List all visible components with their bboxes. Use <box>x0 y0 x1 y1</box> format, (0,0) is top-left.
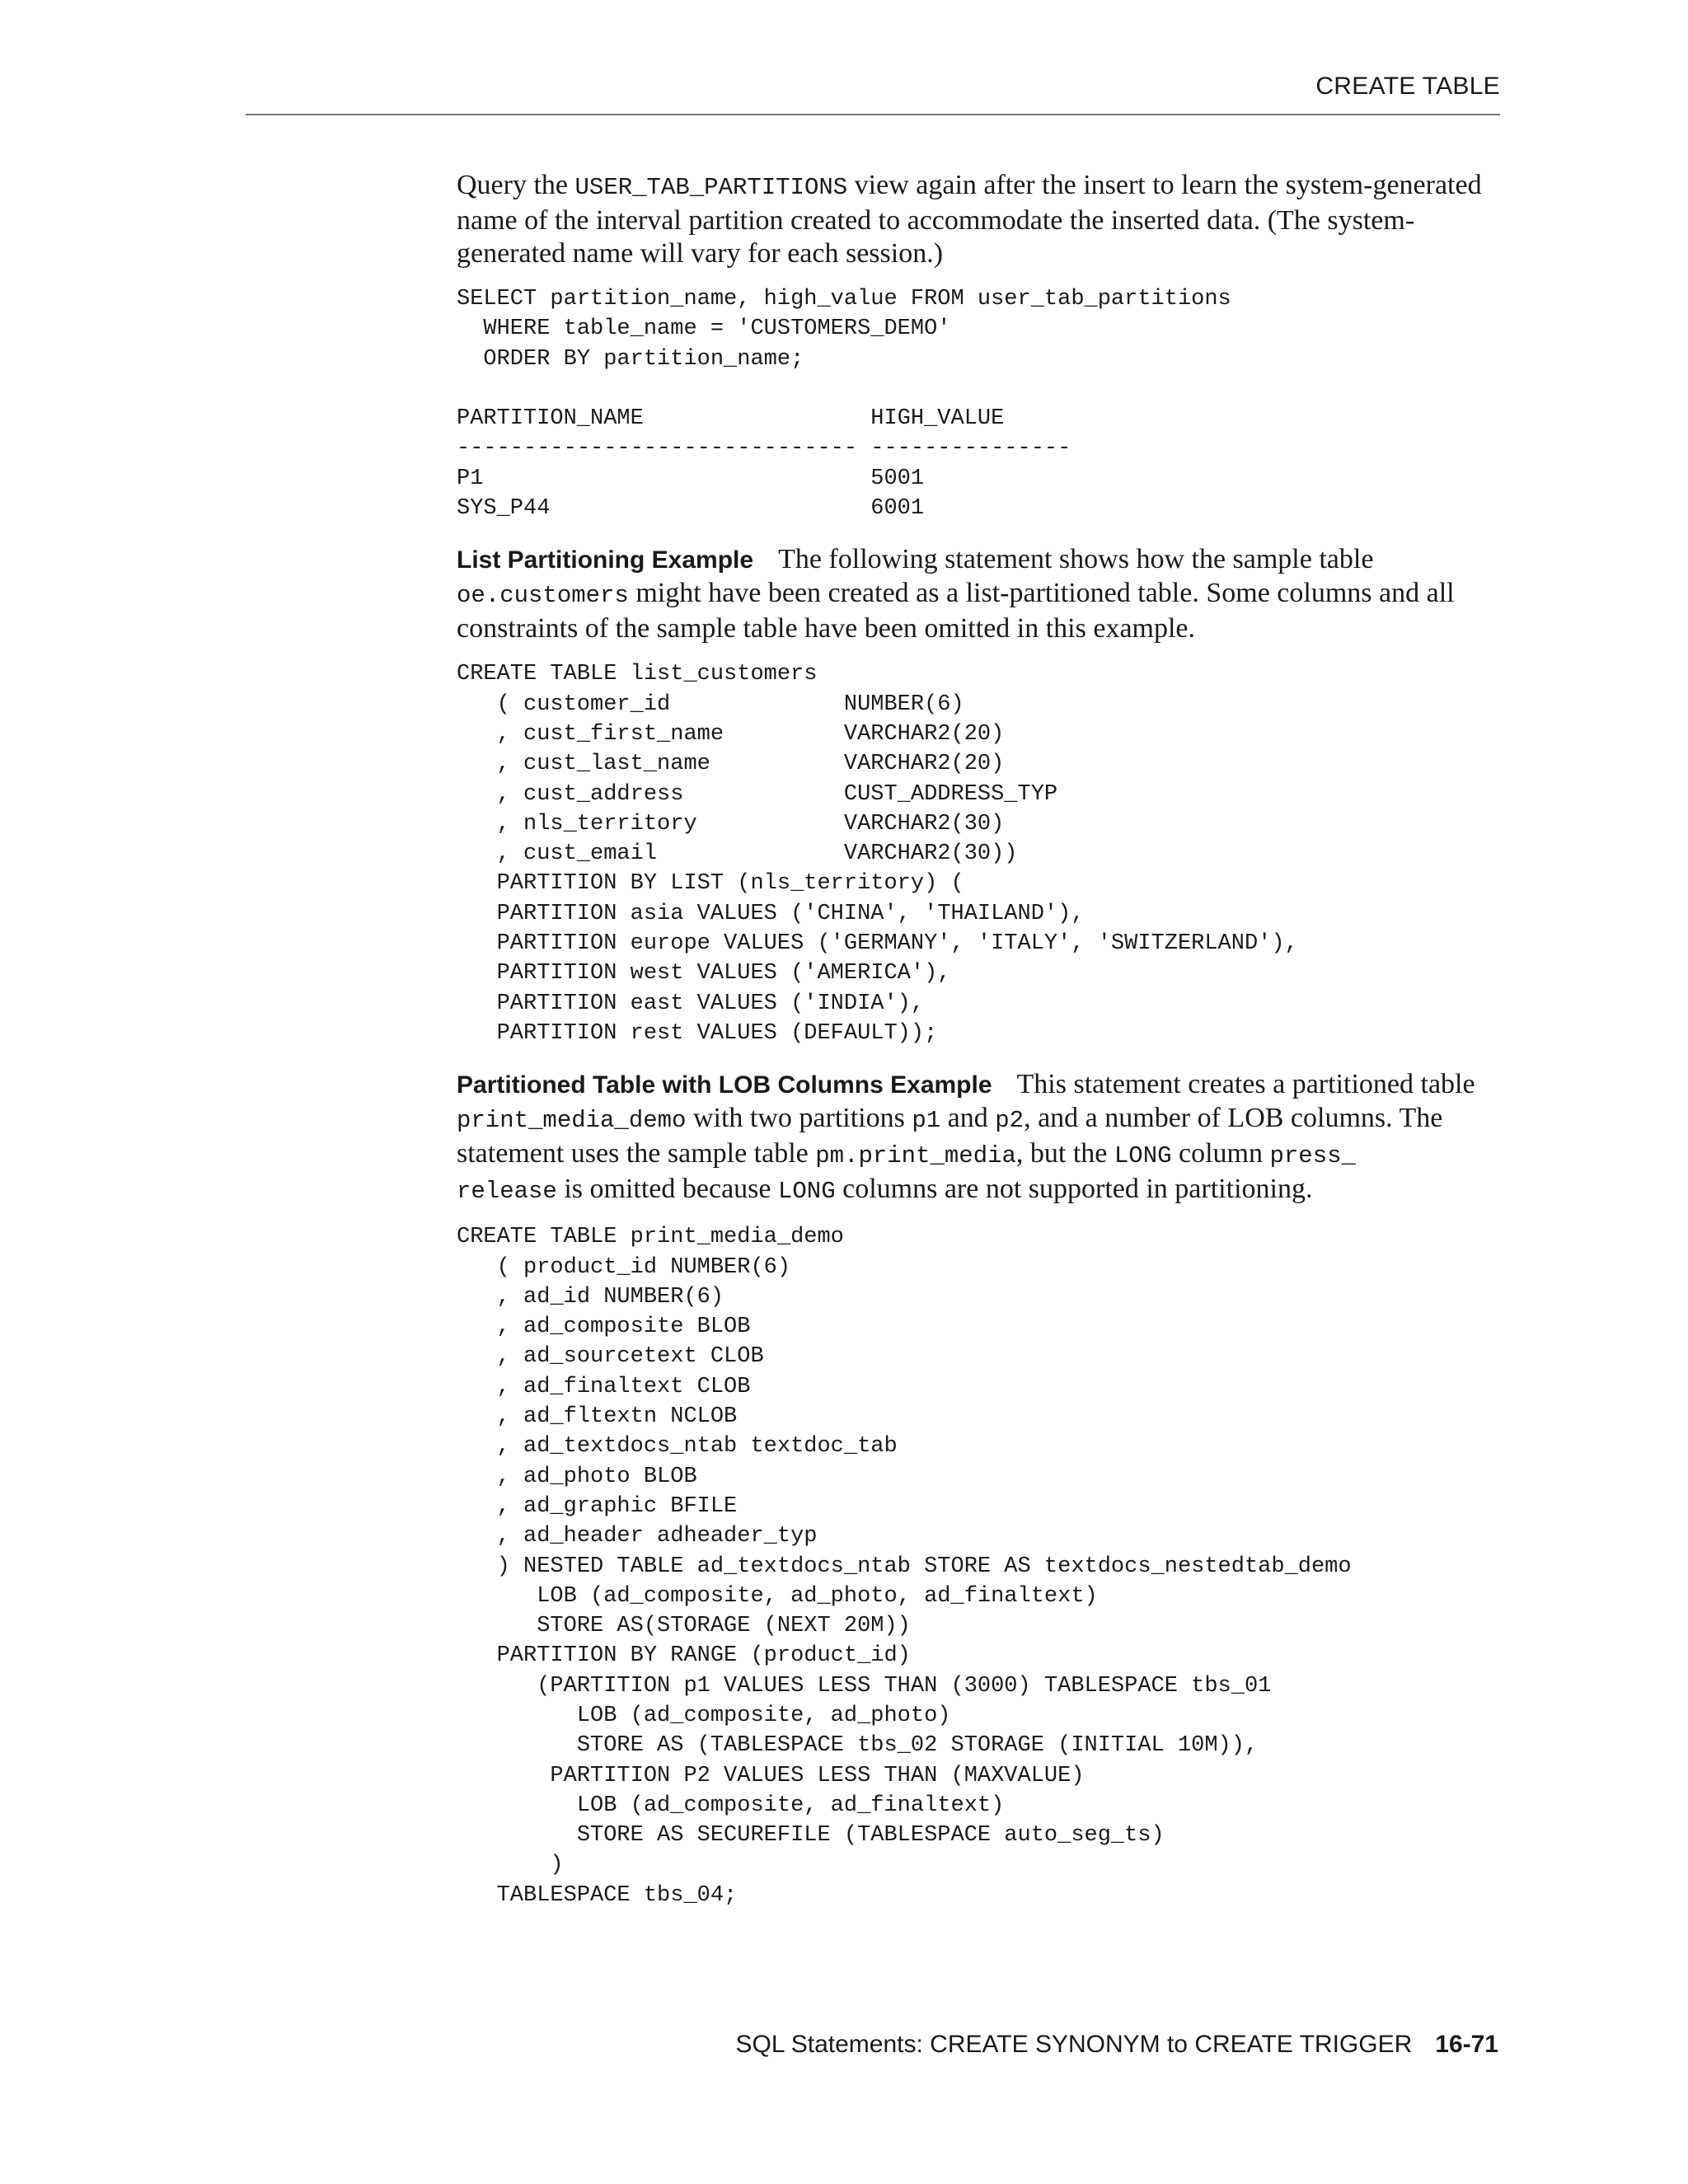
header-rule <box>246 114 1500 115</box>
lob-text-7: is omitted because <box>556 1174 778 1205</box>
running-header: CREATE TABLE <box>1315 73 1500 100</box>
lob-code-press: press_ <box>1269 1142 1356 1170</box>
lob-code-p1: p1 <box>912 1107 941 1135</box>
lob-code-sample-table: pm.print_media <box>815 1142 1016 1170</box>
code-block-list: CREATE TABLE list_customers ( customer_id NUMBER(6) , cust_first_name VARCHAR2(20) , cust_last_name VARCHAR2(20) , cust_address CUST_ADDRESS_TYP , nls_territory VARCHAR2(30) , cust_email VARCHAR2(30)) PARTITION BY LIST (nls_territory) ( PARTITION asia VALUES ('CHINA', 'THAILAND'), PARTITION europe VALUES ('GERMANY', 'ITALY', 'SWITZERLAND'), PARTITION west VALUES ('AMERICA'), PARTITION east VALUES ('INDIA'), PARTITION rest VALUES (DEFAULT)); <box>457 662 1298 1046</box>
lob-text-2: with two partitions <box>686 1103 912 1134</box>
list-example-paragraph <box>457 543 1512 645</box>
code-block-query: SELECT partition_name, high_value FROM user_tab_partitions WHERE table_name = 'CUSTOMERS_DEMO' ORDER BY partition_name; PARTITION_NAME HIGH_VALUE ------------------------------ --------------- P1 5001 SYS_P44 6001 <box>457 287 1231 522</box>
lob-text-6: column <box>1171 1138 1270 1169</box>
intro-paragraph <box>457 169 1512 270</box>
lob-code-long-2: LONG <box>777 1178 836 1206</box>
lob-text-3: and <box>940 1103 996 1134</box>
page-number: 16-71 <box>1435 2031 1498 2058</box>
intro-code-view: USER_TAB_PARTITIONS <box>574 174 848 201</box>
footer-title: SQL Statements: CREATE SYNONYM to CREATE TRIGGER <box>735 2031 1413 2058</box>
intro-text-1: Query the <box>457 170 575 200</box>
lob-text-5: , but the <box>1015 1138 1114 1169</box>
page-footer <box>736 2031 1499 2059</box>
code-block-lob: CREATE TABLE print_media_demo ( product_id NUMBER(6) , ad_id NUMBER(6) , ad_composite BLOB , ad_sourcetext CLOB , ad_finaltext CLOB , ad_fltextn NCLOB , ad_textdocs_ntab textdoc_tab , ad_photo BLOB , ad_graphic BFILE , ad_header adheader_typ ) NESTED TABLE ad_textdocs_ntab STORE AS textdocs_nestedtab_demo LOB (ad_composite, ad_photo, ad_finaltext) STORE AS(STORAGE (NEXT 20M)) PARTITION BY RANGE (product_id) (PARTITION p1 VALUES LESS THAN (3000) TABLESPACE tbs_01 LOB (ad_composite, ad_photo) STORE AS (TABLESPACE tbs_02 STORAGE (INITIAL 10M)), PARTITION P2 VALUES LESS THAN (MAXVALUE) LOB (ad_composite, ad_finaltext) STORE AS SECUREFILE (TABLESPACE auto_seg_ts) ) TABLESPACE tbs_04; <box>457 1225 1352 1908</box>
lob-code-table: print_media_demo <box>457 1107 687 1135</box>
lob-text-4: , and a number of LOB columns. The statement uses the sample table <box>457 1103 1443 1169</box>
intro-text-2: view again after the insert to learn the system-generated name of the interval partition created to accommodate the inserted data. (The system-generated name will vary for each session.) <box>457 170 1482 269</box>
lob-example-paragraph <box>457 1068 1512 1208</box>
lob-text-1: This statement creates a partitioned table <box>1016 1069 1475 1100</box>
list-text-1: The following statement shows how the sample table <box>778 544 1374 575</box>
list-text-2: might have been created as a list-partitioned table. Some columns and all constraints of the sample table have been omitted in this example. <box>457 578 1455 644</box>
lob-code-release: release <box>457 1178 557 1206</box>
lob-code-p2: p2 <box>995 1107 1025 1135</box>
lob-code-long-1: LONG <box>1114 1142 1172 1170</box>
list-code-table: oe.customers <box>457 582 629 610</box>
page-content <box>457 169 1512 1910</box>
lob-example-heading: Partitioned Table with LOB Columns Example <box>457 1071 992 1099</box>
list-example-heading: List Partitioning Example <box>457 546 754 574</box>
lob-text-8: columns are not supported in partitioning. <box>835 1174 1313 1205</box>
